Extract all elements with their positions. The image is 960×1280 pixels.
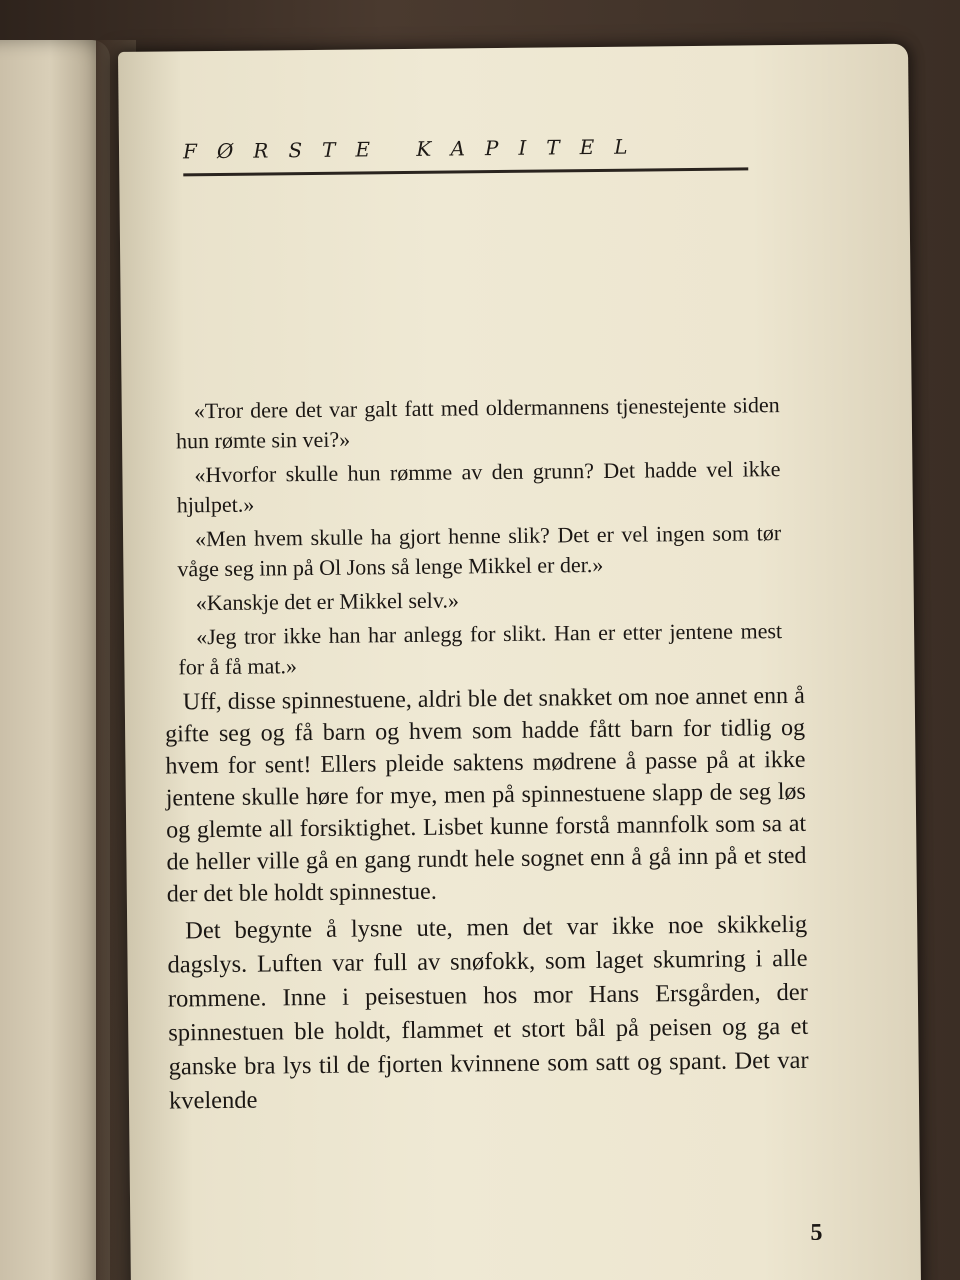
book-page (118, 44, 921, 1280)
paragraph-2: «Hvorfor skulle hun rømme av den grunn? Det hadde vel ikke hjulpet.» (176, 456, 781, 518)
chapter-header (183, 133, 748, 179)
page-number: 5 (810, 1219, 823, 1246)
chapter-title: FØRSTE KAPITEL (182, 134, 648, 164)
left-page (0, 40, 110, 1280)
paragraph-4: «Kanskje det er Mikkel selv.» (195, 587, 460, 616)
paragraph-1: «Tror dere det var galt fatt med oldermannens tjenestejente siden hun rømte sin vei?» (175, 392, 780, 454)
chapter-rule (183, 167, 748, 176)
paragraph-3: «Men hvem skulle ha gjort henne slik? Det er vel ingen som tør våge seg inn på Ol Jons så lenge Mikkel er der.» (177, 520, 782, 582)
paragraph-6: Uff, disse spinnestuene, aldri ble det snakket om noe annet enn å gifte seg og få barn og hvem som hadde fått barn for tidlig og hvem for sent! Ellers pleide saktens mødrene å passe på at ikke jentene skulle høre for mye, men på spinnestuene slapp de seg løs og glemte all forsiktighet. Lisbet kunne forstå mannfolk som sa at de heller ville gå en gang rundt hele sognet enn å gå inn på et sted der det ble holdt spinnestue. (165, 682, 807, 908)
paragraph-7: Det begynte å lysne ute, men det var ikke noe skikkelig dagslys. Luften var full av snøfokk, som laget skumring i alle rommene. Inne i peisestuen hos mor Hans Ersgården, der spinnestuen ble holdt, flammet et stort bål på peisen og ga et ganske bra lys til de fjorten kvinnene som satt og spant. Det var kvelende (167, 910, 809, 1115)
body-text (162, 390, 810, 1123)
paragraph-5: «Jeg tror ikke han har anlegg for slikt. Han er etter jentene mest for å få mat.» (178, 618, 783, 680)
